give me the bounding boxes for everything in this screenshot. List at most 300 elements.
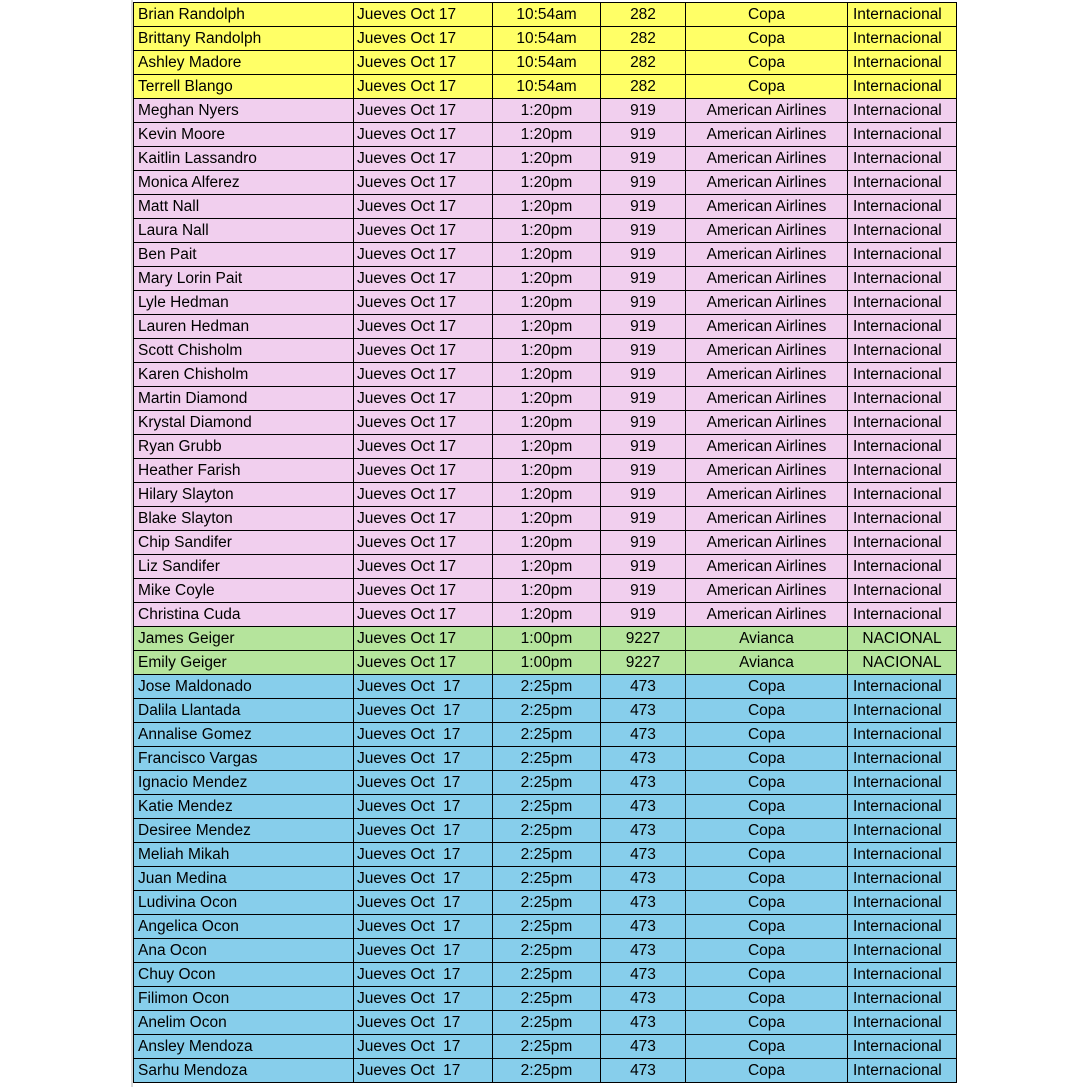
passenger-name-cell[interactable]: Emily Geiger — [134, 651, 354, 675]
time-cell[interactable]: 1:20pm — [493, 315, 601, 339]
time-cell[interactable]: 1:20pm — [493, 147, 601, 171]
time-cell[interactable]: 2:25pm — [493, 723, 601, 747]
passenger-name-cell[interactable]: Ana Ocon — [134, 939, 354, 963]
time-cell[interactable]: 2:25pm — [493, 1035, 601, 1059]
flight-number-cell[interactable]: 473 — [601, 939, 686, 963]
airline-cell[interactable]: Copa — [686, 891, 848, 915]
table-row — [134, 243, 957, 267]
date-cell[interactable]: Jueves Oct 17 — [354, 579, 493, 603]
flight-type-cell[interactable]: Internacional — [848, 1059, 957, 1083]
passenger-name-cell[interactable]: Brittany Randolph — [134, 27, 354, 51]
date-cell[interactable]: Jueves Oct 17 — [354, 123, 493, 147]
flight-type-cell[interactable]: Internacional — [848, 75, 957, 99]
date-cell[interactable]: Jueves Oct 17 — [354, 51, 493, 75]
passenger-name-cell[interactable]: Angelica Ocon — [134, 915, 354, 939]
date-cell[interactable]: Jueves Oct 17 — [354, 939, 493, 963]
time-cell[interactable]: 1:20pm — [493, 411, 601, 435]
flight-number-cell[interactable]: 473 — [601, 963, 686, 987]
time-cell[interactable]: 2:25pm — [493, 1059, 601, 1083]
time-cell[interactable]: 2:25pm — [493, 819, 601, 843]
table-row — [134, 219, 957, 243]
table-row — [134, 315, 957, 339]
flight-type-cell[interactable]: Internacional — [848, 939, 957, 963]
flight-number-cell[interactable]: 919 — [601, 363, 686, 387]
flight-number-cell[interactable]: 282 — [601, 75, 686, 99]
date-cell[interactable]: Jueves Oct 17 — [354, 915, 493, 939]
flight-type-cell[interactable]: Internacional — [848, 963, 957, 987]
date-cell[interactable]: Jueves Oct 17 — [354, 75, 493, 99]
passenger-name-cell[interactable]: Meghan Nyers — [134, 99, 354, 123]
airline-cell[interactable]: American Airlines — [686, 603, 848, 627]
date-cell[interactable]: Jueves Oct 17 — [354, 555, 493, 579]
airline-cell[interactable]: Copa — [686, 915, 848, 939]
flight-type-cell[interactable]: Internacional — [848, 915, 957, 939]
flight-number-cell[interactable]: 919 — [601, 339, 686, 363]
time-cell[interactable]: 2:25pm — [493, 867, 601, 891]
flight-number-cell[interactable]: 282 — [601, 27, 686, 51]
flight-type-cell[interactable]: Internacional — [848, 123, 957, 147]
flight-number-cell[interactable]: 473 — [601, 987, 686, 1011]
flight-type-cell[interactable]: Internacional — [848, 1035, 957, 1059]
flight-number-cell[interactable]: 282 — [601, 51, 686, 75]
table-row — [134, 987, 957, 1011]
flight-type-cell[interactable]: Internacional — [848, 315, 957, 339]
time-cell[interactable]: 2:25pm — [493, 987, 601, 1011]
airline-cell[interactable]: Avianca — [686, 651, 848, 675]
date-cell[interactable]: Jueves Oct 17 — [354, 627, 493, 651]
table-row — [134, 1011, 957, 1035]
passenger-name-cell[interactable]: Chip Sandifer — [134, 531, 354, 555]
flight-roster-table — [133, 2, 957, 1083]
flight-type-cell[interactable]: Internacional — [848, 51, 957, 75]
date-cell[interactable]: Jueves Oct 17 — [354, 699, 493, 723]
airline-cell[interactable]: Copa — [686, 747, 848, 771]
flight-number-cell[interactable]: 919 — [601, 507, 686, 531]
passenger-name-cell[interactable]: Annalise Gomez — [134, 723, 354, 747]
flight-type-cell[interactable]: Internacional — [848, 867, 957, 891]
table-row — [134, 291, 957, 315]
flight-number-cell[interactable]: 473 — [601, 771, 686, 795]
flight-number-cell[interactable]: 473 — [601, 675, 686, 699]
airline-cell[interactable]: American Airlines — [686, 99, 848, 123]
flight-number-cell[interactable]: 919 — [601, 483, 686, 507]
time-cell[interactable]: 1:20pm — [493, 291, 601, 315]
date-cell[interactable]: Jueves Oct 17 — [354, 171, 493, 195]
flight-number-cell[interactable]: 919 — [601, 603, 686, 627]
time-cell[interactable]: 2:25pm — [493, 699, 601, 723]
time-cell[interactable]: 1:20pm — [493, 195, 601, 219]
airline-cell[interactable]: American Airlines — [686, 435, 848, 459]
date-cell[interactable]: Jueves Oct 17 — [354, 315, 493, 339]
flight-type-cell[interactable]: Internacional — [848, 195, 957, 219]
airline-cell[interactable]: American Airlines — [686, 219, 848, 243]
passenger-name-cell[interactable]: Brian Randolph — [134, 3, 354, 27]
time-cell[interactable]: 1:20pm — [493, 435, 601, 459]
flight-type-cell[interactable]: Internacional — [848, 387, 957, 411]
flight-type-cell[interactable]: Internacional — [848, 27, 957, 51]
flight-type-cell[interactable]: Internacional — [848, 459, 957, 483]
table-row — [134, 651, 957, 675]
date-cell[interactable]: Jueves Oct 17 — [354, 339, 493, 363]
passenger-name-cell[interactable]: Heather Farish — [134, 459, 354, 483]
flight-number-cell[interactable]: 9227 — [601, 651, 686, 675]
flight-type-cell[interactable]: Internacional — [848, 531, 957, 555]
date-cell[interactable]: Jueves Oct 17 — [354, 675, 493, 699]
table-row — [134, 627, 957, 651]
table-row — [134, 819, 957, 843]
passenger-name-cell[interactable]: Mike Coyle — [134, 579, 354, 603]
time-cell[interactable]: 2:25pm — [493, 939, 601, 963]
airline-cell[interactable]: Copa — [686, 75, 848, 99]
flight-number-cell[interactable]: 919 — [601, 99, 686, 123]
flight-number-cell[interactable]: 919 — [601, 291, 686, 315]
flight-type-cell[interactable]: Internacional — [848, 603, 957, 627]
time-cell[interactable]: 1:20pm — [493, 267, 601, 291]
date-cell[interactable]: Jueves Oct 17 — [354, 291, 493, 315]
passenger-name-cell[interactable]: Ryan Grubb — [134, 435, 354, 459]
table-row — [134, 459, 957, 483]
flight-type-cell[interactable]: Internacional — [848, 723, 957, 747]
date-cell[interactable]: Jueves Oct 17 — [354, 147, 493, 171]
flight-type-cell[interactable]: Internacional — [848, 411, 957, 435]
time-cell[interactable]: 1:20pm — [493, 555, 601, 579]
flight-number-cell[interactable]: 919 — [601, 123, 686, 147]
date-cell[interactable]: Jueves Oct 17 — [354, 867, 493, 891]
flight-number-cell[interactable]: 919 — [601, 411, 686, 435]
time-cell[interactable]: 1:20pm — [493, 483, 601, 507]
flight-type-cell[interactable]: NACIONAL — [848, 627, 957, 651]
airline-cell[interactable]: Copa — [686, 1035, 848, 1059]
flight-type-cell[interactable]: Internacional — [848, 339, 957, 363]
table-row — [134, 195, 957, 219]
time-cell[interactable]: 1:20pm — [493, 243, 601, 267]
flight-number-cell[interactable]: 473 — [601, 1059, 686, 1083]
date-cell[interactable]: Jueves Oct 17 — [354, 1035, 493, 1059]
passenger-name-cell[interactable]: Desiree Mendez — [134, 819, 354, 843]
date-cell[interactable]: Jueves Oct 17 — [354, 819, 493, 843]
date-cell[interactable]: Jueves Oct 17 — [354, 363, 493, 387]
table-row — [134, 1059, 957, 1083]
date-cell[interactable]: Jueves Oct 17 — [354, 723, 493, 747]
flight-number-cell[interactable]: 473 — [601, 723, 686, 747]
table-row — [134, 339, 957, 363]
table-row — [134, 843, 957, 867]
passenger-name-cell[interactable]: Dalila Llantada — [134, 699, 354, 723]
time-cell[interactable]: 1:20pm — [493, 219, 601, 243]
passenger-name-cell[interactable]: Meliah Mikah — [134, 843, 354, 867]
airline-cell[interactable]: Copa — [686, 795, 848, 819]
time-cell[interactable]: 1:20pm — [493, 99, 601, 123]
airline-cell[interactable]: American Airlines — [686, 363, 848, 387]
passenger-name-cell[interactable]: Scott Chisholm — [134, 339, 354, 363]
flight-type-cell[interactable]: Internacional — [848, 99, 957, 123]
date-cell[interactable]: Jueves Oct 17 — [354, 531, 493, 555]
flight-number-cell[interactable]: 473 — [601, 819, 686, 843]
flight-type-cell[interactable]: Internacional — [848, 843, 957, 867]
date-cell[interactable]: Jueves Oct 17 — [354, 267, 493, 291]
passenger-name-cell[interactable]: Hilary Slayton — [134, 483, 354, 507]
date-cell[interactable]: Jueves Oct 17 — [354, 195, 493, 219]
airline-cell[interactable]: American Airlines — [686, 195, 848, 219]
airline-cell[interactable]: American Airlines — [686, 555, 848, 579]
time-cell[interactable]: 1:00pm — [493, 651, 601, 675]
passenger-name-cell[interactable]: Laura Nall — [134, 219, 354, 243]
passenger-name-cell[interactable]: Kevin Moore — [134, 123, 354, 147]
passenger-name-cell[interactable]: Christina Cuda — [134, 603, 354, 627]
flight-number-cell[interactable]: 473 — [601, 747, 686, 771]
time-cell[interactable]: 2:25pm — [493, 915, 601, 939]
passenger-name-cell[interactable]: Ansley Mendoza — [134, 1035, 354, 1059]
time-cell[interactable]: 10:54am — [493, 75, 601, 99]
flight-number-cell[interactable]: 473 — [601, 867, 686, 891]
airline-cell[interactable]: American Airlines — [686, 387, 848, 411]
date-cell[interactable]: Jueves Oct 17 — [354, 1059, 493, 1083]
passenger-name-cell[interactable]: Ludivina Ocon — [134, 891, 354, 915]
flight-type-cell[interactable]: Internacional — [848, 699, 957, 723]
airline-cell[interactable]: Copa — [686, 819, 848, 843]
time-cell[interactable]: 1:20pm — [493, 339, 601, 363]
passenger-name-cell[interactable]: Lauren Hedman — [134, 315, 354, 339]
flight-number-cell[interactable]: 919 — [601, 195, 686, 219]
airline-cell[interactable]: American Airlines — [686, 267, 848, 291]
time-cell[interactable]: 2:25pm — [493, 747, 601, 771]
time-cell[interactable]: 1:20pm — [493, 507, 601, 531]
time-cell[interactable]: 2:25pm — [493, 675, 601, 699]
airline-cell[interactable]: Copa — [686, 843, 848, 867]
date-cell[interactable]: Jueves Oct 17 — [354, 411, 493, 435]
passenger-name-cell[interactable]: Monica Alferez — [134, 171, 354, 195]
flight-number-cell[interactable]: 919 — [601, 387, 686, 411]
flight-type-cell[interactable]: Internacional — [848, 747, 957, 771]
flight-number-cell[interactable]: 473 — [601, 1011, 686, 1035]
airline-cell[interactable]: Copa — [686, 1059, 848, 1083]
passenger-name-cell[interactable]: Katie Mendez — [134, 795, 354, 819]
airline-cell[interactable]: Copa — [686, 963, 848, 987]
flight-type-cell[interactable]: Internacional — [848, 219, 957, 243]
airline-cell[interactable]: Copa — [686, 723, 848, 747]
flight-type-cell[interactable]: Internacional — [848, 891, 957, 915]
airline-cell[interactable]: Copa — [686, 939, 848, 963]
airline-cell[interactable]: American Airlines — [686, 339, 848, 363]
flight-type-cell[interactable]: Internacional — [848, 507, 957, 531]
flight-type-cell[interactable]: NACIONAL — [848, 651, 957, 675]
passenger-name-cell[interactable]: Juan Medina — [134, 867, 354, 891]
airline-cell[interactable]: Copa — [686, 27, 848, 51]
table-row — [134, 939, 957, 963]
airline-cell[interactable]: Copa — [686, 699, 848, 723]
date-cell[interactable]: Jueves Oct 17 — [354, 243, 493, 267]
flight-type-cell[interactable]: Internacional — [848, 243, 957, 267]
date-cell[interactable]: Jueves Oct 17 — [354, 435, 493, 459]
flight-number-cell[interactable]: 473 — [601, 891, 686, 915]
flight-type-cell[interactable]: Internacional — [848, 363, 957, 387]
flight-number-cell[interactable]: 919 — [601, 555, 686, 579]
time-cell[interactable]: 2:25pm — [493, 891, 601, 915]
passenger-name-cell[interactable]: Blake Slayton — [134, 507, 354, 531]
airline-cell[interactable]: American Airlines — [686, 531, 848, 555]
passenger-name-cell[interactable]: James Geiger — [134, 627, 354, 651]
time-cell[interactable]: 1:20pm — [493, 171, 601, 195]
flight-number-cell[interactable]: 473 — [601, 843, 686, 867]
date-cell[interactable]: Jueves Oct 17 — [354, 891, 493, 915]
flight-type-cell[interactable]: Internacional — [848, 579, 957, 603]
table-row — [134, 747, 957, 771]
time-cell[interactable]: 1:20pm — [493, 579, 601, 603]
table-row — [134, 363, 957, 387]
date-cell[interactable]: Jueves Oct 17 — [354, 459, 493, 483]
flight-type-cell[interactable]: Internacional — [848, 483, 957, 507]
flight-type-cell[interactable]: Internacional — [848, 147, 957, 171]
airline-cell[interactable]: Avianca — [686, 627, 848, 651]
date-cell[interactable]: Jueves Oct 17 — [354, 1011, 493, 1035]
airline-cell[interactable]: American Airlines — [686, 579, 848, 603]
date-cell[interactable]: Jueves Oct 17 — [354, 651, 493, 675]
table-row — [134, 387, 957, 411]
passenger-name-cell[interactable]: Mary Lorin Pait — [134, 267, 354, 291]
flight-number-cell[interactable]: 473 — [601, 795, 686, 819]
time-cell[interactable]: 1:20pm — [493, 531, 601, 555]
passenger-name-cell[interactable]: Martin Diamond — [134, 387, 354, 411]
airline-cell[interactable]: Copa — [686, 3, 848, 27]
airline-cell[interactable]: Copa — [686, 51, 848, 75]
date-cell[interactable]: Jueves Oct 17 — [354, 99, 493, 123]
passenger-name-cell[interactable]: Chuy Ocon — [134, 963, 354, 987]
flight-type-cell[interactable]: Internacional — [848, 291, 957, 315]
airline-cell[interactable]: Copa — [686, 771, 848, 795]
flight-number-cell[interactable]: 919 — [601, 219, 686, 243]
table-row — [134, 123, 957, 147]
flight-number-cell[interactable]: 473 — [601, 1035, 686, 1059]
passenger-name-cell[interactable]: Liz Sandifer — [134, 555, 354, 579]
airline-cell[interactable]: American Airlines — [686, 123, 848, 147]
time-cell[interactable]: 10:54am — [493, 51, 601, 75]
date-cell[interactable]: Jueves Oct 17 — [354, 3, 493, 27]
flight-type-cell[interactable]: Internacional — [848, 3, 957, 27]
flight-number-cell[interactable]: 919 — [601, 579, 686, 603]
date-cell[interactable]: Jueves Oct 17 — [354, 795, 493, 819]
flight-type-cell[interactable]: Internacional — [848, 435, 957, 459]
flight-number-cell[interactable]: 919 — [601, 267, 686, 291]
passenger-name-cell[interactable]: Lyle Hedman — [134, 291, 354, 315]
time-cell[interactable]: 1:20pm — [493, 459, 601, 483]
date-cell[interactable]: Jueves Oct 17 — [354, 843, 493, 867]
time-cell[interactable]: 10:54am — [493, 3, 601, 27]
date-cell[interactable]: Jueves Oct 17 — [354, 219, 493, 243]
passenger-name-cell[interactable]: Ben Pait — [134, 243, 354, 267]
date-cell[interactable]: Jueves Oct 17 — [354, 963, 493, 987]
airline-cell[interactable]: American Airlines — [686, 507, 848, 531]
flight-type-cell[interactable]: Internacional — [848, 795, 957, 819]
time-cell[interactable]: 2:25pm — [493, 1011, 601, 1035]
time-cell[interactable]: 1:00pm — [493, 627, 601, 651]
table-row — [134, 171, 957, 195]
airline-cell[interactable]: American Airlines — [686, 291, 848, 315]
flight-number-cell[interactable]: 919 — [601, 531, 686, 555]
flight-type-cell[interactable]: Internacional — [848, 1011, 957, 1035]
flight-number-cell[interactable]: 919 — [601, 459, 686, 483]
flight-number-cell[interactable]: 919 — [601, 147, 686, 171]
airline-cell[interactable]: American Airlines — [686, 171, 848, 195]
table-row — [134, 3, 957, 27]
passenger-name-cell[interactable]: Sarhu Mendoza — [134, 1059, 354, 1083]
airline-cell[interactable]: American Airlines — [686, 483, 848, 507]
flight-type-cell[interactable]: Internacional — [848, 819, 957, 843]
date-cell[interactable]: Jueves Oct 17 — [354, 771, 493, 795]
passenger-name-cell[interactable]: Anelim Ocon — [134, 1011, 354, 1035]
flight-type-cell[interactable]: Internacional — [848, 675, 957, 699]
airline-cell[interactable]: American Airlines — [686, 459, 848, 483]
flight-number-cell[interactable]: 9227 — [601, 627, 686, 651]
table-row — [134, 795, 957, 819]
date-cell[interactable]: Jueves Oct 17 — [354, 27, 493, 51]
passenger-name-cell[interactable]: Francisco Vargas — [134, 747, 354, 771]
flight-number-cell[interactable]: 473 — [601, 699, 686, 723]
flight-number-cell[interactable]: 282 — [601, 3, 686, 27]
passenger-name-cell[interactable]: Terrell Blango — [134, 75, 354, 99]
airline-cell[interactable]: Copa — [686, 987, 848, 1011]
time-cell[interactable]: 1:20pm — [493, 123, 601, 147]
date-cell[interactable]: Jueves Oct 17 — [354, 507, 493, 531]
time-cell[interactable]: 10:54am — [493, 27, 601, 51]
date-cell[interactable]: Jueves Oct 17 — [354, 483, 493, 507]
table-row — [134, 147, 957, 171]
passenger-name-cell[interactable]: Ignacio Mendez — [134, 771, 354, 795]
passenger-name-cell[interactable]: Karen Chisholm — [134, 363, 354, 387]
passenger-name-cell[interactable]: Krystal Diamond — [134, 411, 354, 435]
table-row — [134, 915, 957, 939]
table-row — [134, 723, 957, 747]
passenger-name-cell[interactable]: Jose Maldonado — [134, 675, 354, 699]
passenger-name-cell[interactable]: Kaitlin Lassandro — [134, 147, 354, 171]
airline-cell[interactable]: Copa — [686, 1011, 848, 1035]
date-cell[interactable]: Jueves Oct 17 — [354, 747, 493, 771]
airline-cell[interactable]: Copa — [686, 675, 848, 699]
time-cell[interactable]: 1:20pm — [493, 387, 601, 411]
passenger-name-cell[interactable]: Filimon Ocon — [134, 987, 354, 1011]
table-row — [134, 267, 957, 291]
time-cell[interactable]: 1:20pm — [493, 363, 601, 387]
passenger-name-cell[interactable]: Matt Nall — [134, 195, 354, 219]
flight-number-cell[interactable]: 919 — [601, 435, 686, 459]
airline-cell[interactable]: American Airlines — [686, 315, 848, 339]
date-cell[interactable]: Jueves Oct 17 — [354, 387, 493, 411]
flight-number-cell[interactable]: 919 — [601, 171, 686, 195]
flight-type-cell[interactable]: Internacional — [848, 771, 957, 795]
time-cell[interactable]: 2:25pm — [493, 963, 601, 987]
flight-type-cell[interactable]: Internacional — [848, 171, 957, 195]
table-row — [134, 507, 957, 531]
time-cell[interactable]: 2:25pm — [493, 843, 601, 867]
flight-type-cell[interactable]: Internacional — [848, 987, 957, 1011]
time-cell[interactable]: 2:25pm — [493, 795, 601, 819]
passenger-name-cell[interactable]: Ashley Madore — [134, 51, 354, 75]
table-row — [134, 963, 957, 987]
airline-cell[interactable]: Copa — [686, 867, 848, 891]
date-cell[interactable]: Jueves Oct 17 — [354, 603, 493, 627]
flight-type-cell[interactable]: Internacional — [848, 267, 957, 291]
date-cell[interactable]: Jueves Oct 17 — [354, 987, 493, 1011]
flight-number-cell[interactable]: 473 — [601, 915, 686, 939]
time-cell[interactable]: 1:20pm — [493, 603, 601, 627]
table-row — [134, 531, 957, 555]
flight-type-cell[interactable]: Internacional — [848, 555, 957, 579]
airline-cell[interactable]: American Airlines — [686, 243, 848, 267]
airline-cell[interactable]: American Airlines — [686, 411, 848, 435]
time-cell[interactable]: 2:25pm — [493, 771, 601, 795]
flight-number-cell[interactable]: 919 — [601, 243, 686, 267]
airline-cell[interactable]: American Airlines — [686, 147, 848, 171]
flight-number-cell[interactable]: 919 — [601, 315, 686, 339]
